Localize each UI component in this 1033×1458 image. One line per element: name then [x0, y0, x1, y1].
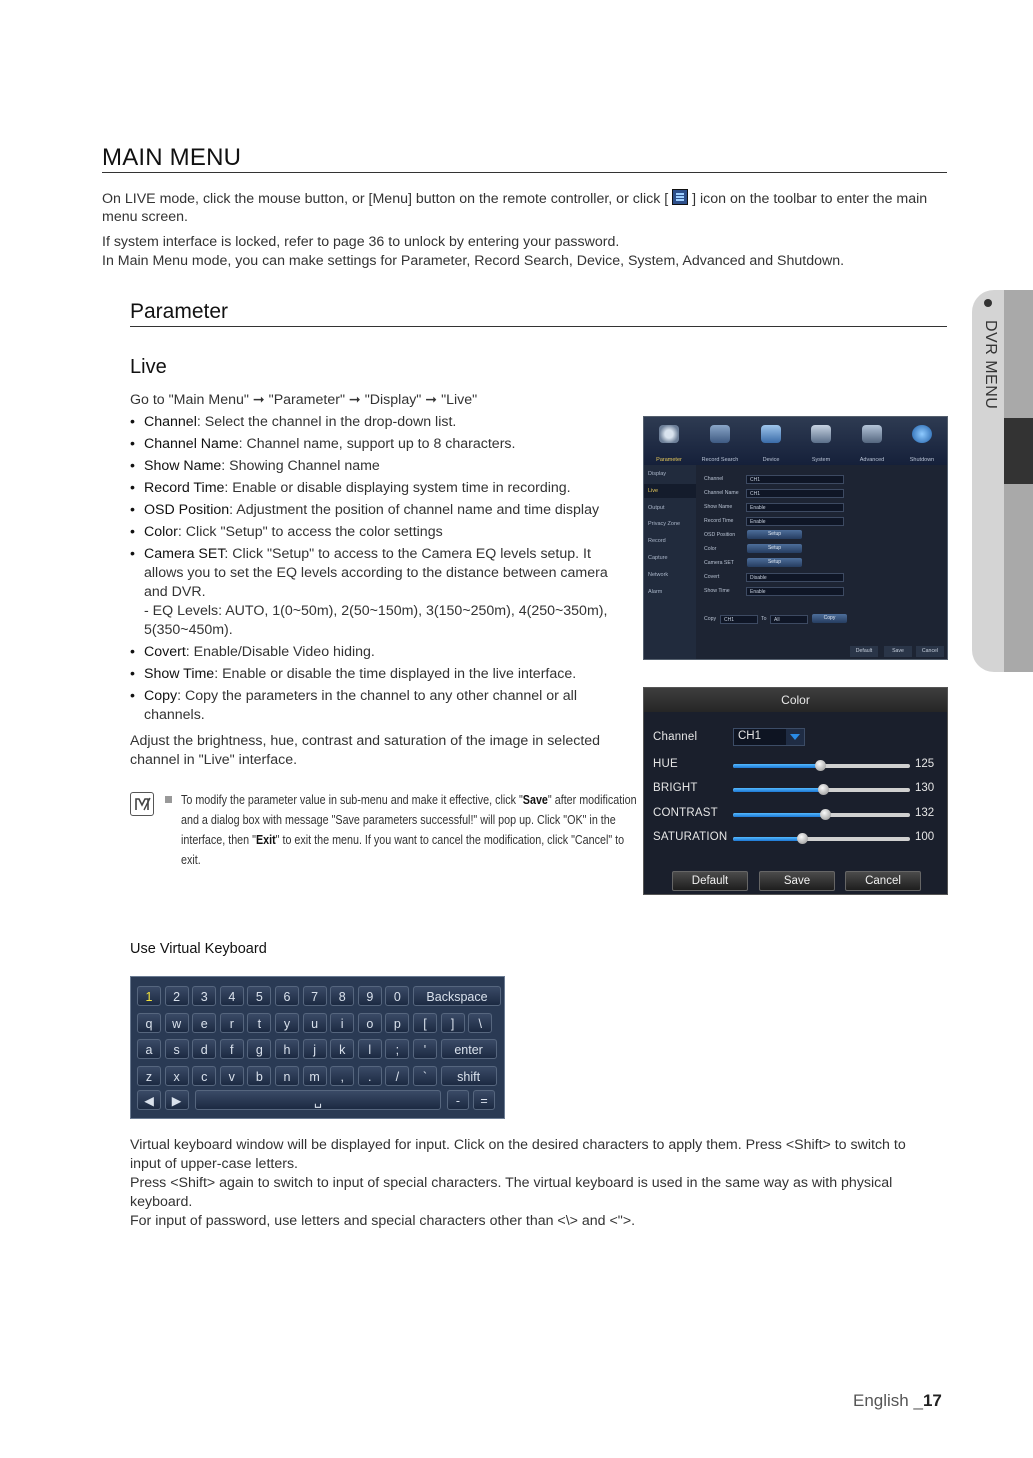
right-arrow-key[interactable]: ▶: [165, 1090, 189, 1110]
list-item: • Copy: Copy the parameters in the channel to any other channel or all channels.: [130, 687, 604, 725]
dvr-menu-live[interactable]: Live: [644, 484, 696, 498]
intro-paragraph: [102, 189, 952, 209]
key[interactable]: f: [220, 1039, 244, 1059]
slider-fill: [733, 764, 820, 768]
list-item: • Show Time: Enable or disable the time displayed in the live interface.: [130, 665, 625, 684]
section-title: Parameter: [130, 300, 229, 323]
adjust-text: Adjust the brightness, hue, contrast and saturation of the image in selected channel in "Live" interface.: [130, 733, 601, 768]
dvr-row-color: Color Setup: [704, 543, 884, 555]
space-key[interactable]: ␣: [195, 1090, 441, 1110]
key[interactable]: ;: [385, 1039, 409, 1059]
color-save-button[interactable]: Save: [759, 871, 835, 891]
key[interactable]: i: [330, 1013, 354, 1033]
kb-para1b: input of upper-case letters.: [130, 1156, 298, 1172]
key[interactable]: z: [137, 1066, 161, 1086]
key[interactable]: d: [192, 1039, 216, 1059]
list-item: • Camera SET: Click "Setup" to access to the Camera EQ levels setup. It allows you to set the EQ levels according to the distance between camera and DVR. - EQ Levels: AUTO, 1(0~50m), 2(50~150m), 3(150~250m), 4(250~350m), 5(350~450m).: [130, 545, 622, 640]
show-name-select[interactable]: Enable: [746, 503, 844, 512]
copy-button[interactable]: Copy: [812, 614, 847, 623]
slider-knob[interactable]: [797, 833, 808, 844]
dvr-save-button[interactable]: Save: [884, 646, 912, 657]
key[interactable]: 0: [385, 986, 409, 1006]
key[interactable]: 7: [303, 986, 327, 1006]
dvr-row-show-time: Show Time Enable: [704, 585, 884, 597]
eq-levels: - EQ Levels: AUTO, 1(0~50m), 2(50~150m), 3(150~250m), 4(250~350m), 5(350~450m).: [144, 603, 608, 638]
intro-line2: menu screen.: [102, 209, 188, 225]
list-item: • Channel Name: Channel name, support up to 8 characters.: [130, 435, 625, 454]
color-dialog-title: Color: [644, 688, 947, 712]
intro-line4: In Main Menu mode, you can make settings for Parameter, Record Search, Device, System, Advanced and Shutdown.: [102, 253, 845, 269]
key[interactable]: ': [413, 1039, 437, 1059]
slider-label: CONTRAST: [653, 807, 718, 819]
dvr-menu-output[interactable]: Output: [648, 505, 665, 511]
color-setup-button[interactable]: Setup: [747, 544, 802, 553]
kb-para3: For input of password, use letters and special characters other than <\> and <">.: [130, 1213, 636, 1229]
key[interactable]: .: [358, 1066, 382, 1086]
dvr-row-camera-set: Camera SET Setup: [704, 557, 884, 569]
key[interactable]: o: [358, 1013, 382, 1033]
key[interactable]: q: [137, 1013, 161, 1033]
dvr-row-show-name: Show Name Enable: [704, 501, 884, 513]
key[interactable]: n: [275, 1066, 299, 1086]
key[interactable]: v: [220, 1066, 244, 1086]
key[interactable]: 3: [192, 986, 216, 1006]
list-item: • Record Time: Enable or disable displaying system time in recording.: [130, 479, 625, 498]
side-tab-bullet: [984, 299, 992, 307]
list-item: • Color: Click "Setup" to access the color settings: [130, 523, 625, 542]
kb-para1a: Virtual keyboard window will be displayed for input. Click on the desired characters to apply them. Press <Shift> to switch to: [130, 1137, 906, 1153]
key[interactable]: 5: [247, 986, 271, 1006]
menu-icon: [672, 189, 688, 205]
dvr-row-channel: Channel CH1: [704, 473, 884, 485]
slider-label: BRIGHT: [653, 782, 698, 794]
kb-para2a: Press <Shift> again to switch to input of special characters. The virtual keyboard is used in the same way as with physical: [130, 1175, 893, 1191]
key[interactable]: j: [303, 1039, 327, 1059]
key[interactable]: 2: [165, 986, 189, 1006]
key[interactable]: c: [192, 1066, 216, 1086]
heading-rule: [102, 172, 947, 173]
keyboard-heading: Use Virtual Keyboard: [130, 941, 267, 957]
slider-fill: [733, 813, 825, 817]
key[interactable]: h: [275, 1039, 299, 1059]
subsection-title: Live: [130, 356, 167, 378]
list-item: • Covert: Enable/Disable Video hiding.: [130, 643, 625, 662]
slider-label: HUE: [653, 758, 678, 770]
dvr-tab-system[interactable]: System: [796, 423, 846, 463]
key[interactable]: ]: [441, 1013, 465, 1033]
key[interactable]: `: [413, 1066, 437, 1086]
dvr-row-covert: Covert Disable: [704, 571, 884, 583]
key[interactable]: p: [385, 1013, 409, 1033]
page-heading: MAIN MENU: [102, 144, 242, 171]
key[interactable]: a: [137, 1039, 161, 1059]
goto-text: Go to "Main Menu" ➞ "Parameter" ➞ "Display" ➞ "Live": [130, 392, 478, 408]
channel-name-input[interactable]: CH1: [746, 489, 844, 498]
intro-text-a: On LIVE mode, click the mouse button, or [Menu] button on the remote controller, or click [: [102, 191, 669, 207]
slider-knob[interactable]: [815, 760, 826, 771]
key[interactable]: [: [413, 1013, 437, 1033]
intro-text-b: ] icon on the toolbar to enter the main: [692, 191, 928, 207]
covert-select[interactable]: Disable: [746, 573, 844, 582]
slider-fill: [733, 837, 802, 841]
side-tab-marker: [1004, 418, 1033, 484]
settings-list: [130, 413, 625, 728]
color-channel-select[interactable]: CH1: [733, 728, 805, 746]
note-text: To modify the parameter value in sub-menu and make it effective, click "Save" after modification and a dialog box with message "Save parameters successful!" will pop up. Click "OK" in the interface, then "Exit" to exit the menu. If you want to cancel the modification, click "Cancel" to exit.: [181, 793, 637, 867]
dvr-menu-network[interactable]: Network: [648, 572, 669, 578]
color-default-button[interactable]: Default: [672, 871, 748, 891]
slider-value: 132: [915, 807, 935, 819]
key[interactable]: m: [303, 1066, 327, 1086]
key[interactable]: 6: [275, 986, 299, 1006]
minus-key[interactable]: -: [447, 1090, 469, 1110]
dvr-row-record-time: Record Time Enable: [704, 515, 884, 527]
dvr-row-osd-position: OSD Position Setup: [704, 529, 884, 541]
key[interactable]: r: [220, 1013, 244, 1033]
enter-key[interactable]: enter: [441, 1039, 497, 1059]
dvr-tab-record-search[interactable]: Record Search: [695, 423, 745, 463]
key[interactable]: \: [468, 1013, 492, 1033]
key[interactable]: e: [192, 1013, 216, 1033]
dvr-tab-advanced[interactable]: Advanced: [847, 423, 897, 463]
note-icon: [130, 792, 154, 816]
key[interactable]: 9: [358, 986, 382, 1006]
slider-label: SATURATION: [653, 831, 728, 843]
equals-key[interactable]: =: [473, 1090, 495, 1110]
color-dialog: [643, 687, 948, 895]
dvr-menu-display[interactable]: Display: [648, 471, 667, 477]
shift-key[interactable]: shift: [441, 1066, 497, 1086]
slider-knob[interactable]: [820, 809, 831, 820]
key[interactable]: b: [247, 1066, 271, 1086]
list-item: • OSD Position: Adjustment the position of channel name and time display: [130, 501, 664, 520]
dvr-menu-privacy-zone[interactable]: Privacy Zone: [648, 521, 681, 527]
list-item: • Show Name: Showing Channel name: [130, 457, 625, 476]
intro-line3: If system interface is locked, refer to page 36 to unlock by entering your password.: [102, 234, 620, 250]
side-tab-label-wrap: [979, 320, 999, 420]
key[interactable]: 4: [220, 986, 244, 1006]
key[interactable]: u: [303, 1013, 327, 1033]
dvr-default-button[interactable]: Default: [850, 646, 878, 657]
virtual-keyboard: [130, 976, 505, 1119]
page-footer: English _17: [853, 1391, 942, 1410]
slider-fill: [733, 788, 823, 792]
color-cancel-button[interactable]: Cancel: [845, 871, 921, 891]
copy-to-select[interactable]: All: [770, 615, 808, 624]
slider-knob[interactable]: [818, 784, 829, 795]
note-bullet-icon: [165, 796, 172, 803]
key[interactable]: s: [165, 1039, 189, 1059]
left-arrow-key[interactable]: ◀: [137, 1090, 161, 1110]
list-item: • Channel: Select the channel in the drop-down list.: [130, 413, 625, 432]
key[interactable]: x: [165, 1066, 189, 1086]
chevron-down-icon: [786, 729, 804, 745]
section-rule: [130, 326, 947, 327]
key[interactable]: 1: [137, 986, 161, 1006]
slider-value: 125: [915, 758, 935, 770]
dvr-menu-alarm[interactable]: Alarm: [648, 589, 663, 595]
side-tab-label: DVR MENU: [982, 320, 999, 410]
key[interactable]: g: [247, 1039, 271, 1059]
osd-setup-button[interactable]: Setup: [747, 530, 802, 539]
camera-setup-button[interactable]: Setup: [747, 558, 802, 567]
show-time-select[interactable]: Enable: [746, 587, 844, 596]
dvr-menu-record[interactable]: Record: [648, 538, 666, 544]
dvr-tab-parameter[interactable]: Parameter: [644, 423, 694, 463]
dvr-copy-row: Copy CH1 To All Copy: [704, 613, 884, 625]
channel-select[interactable]: CH1: [746, 475, 844, 484]
slider-value: 130: [915, 782, 935, 794]
dvr-row-channel-name: Channel Name CH1: [704, 487, 884, 499]
key[interactable]: l: [358, 1039, 382, 1059]
key[interactable]: t: [247, 1013, 271, 1033]
dvr-live-screen: [643, 416, 948, 660]
dvr-tab-device[interactable]: Device: [746, 423, 796, 463]
copy-from-select[interactable]: CH1: [720, 615, 758, 624]
slider-value: 100: [915, 831, 935, 843]
dvr-menu-capture[interactable]: Capture: [648, 555, 668, 561]
backspace-key[interactable]: Backspace: [413, 986, 501, 1006]
kb-para2b: keyboard.: [130, 1194, 193, 1210]
dvr-tab-shutdown[interactable]: Shutdown: [897, 423, 947, 463]
key[interactable]: y: [275, 1013, 299, 1033]
key[interactable]: k: [330, 1039, 354, 1059]
key[interactable]: /: [385, 1066, 409, 1086]
dvr-cancel-button[interactable]: Cancel: [916, 646, 944, 657]
key[interactable]: 8: [330, 986, 354, 1006]
channel-label: Channel: [653, 731, 698, 743]
key[interactable]: w: [165, 1013, 189, 1033]
record-time-select[interactable]: Enable: [746, 517, 844, 526]
key[interactable]: ,: [330, 1066, 354, 1086]
